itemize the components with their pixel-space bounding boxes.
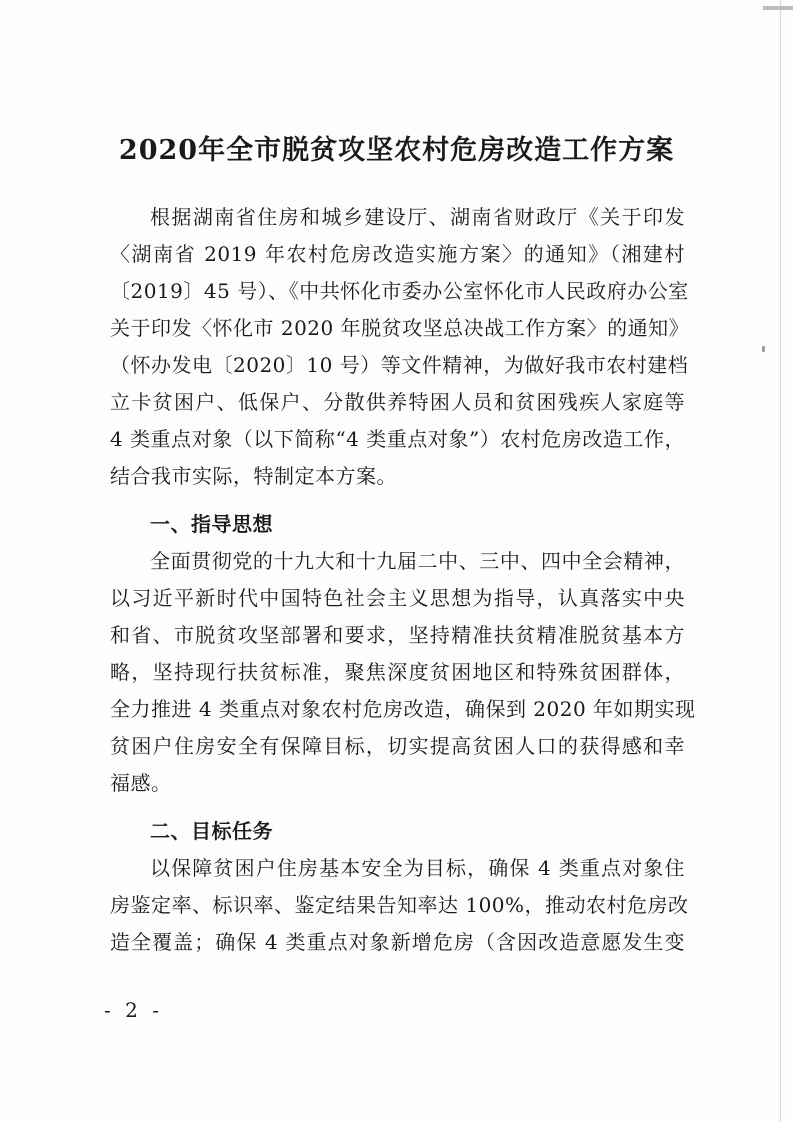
section-heading: 一、指导思想: [150, 512, 273, 536]
body-line: 福感。: [110, 771, 172, 795]
body-line: 以保障贫困户住房基本安全为目标，确保 4 类重点对象住: [150, 856, 685, 880]
body-line: 〔2019〕45 号）、《中共怀化市委办公室怀化市人民政府办公室: [110, 279, 689, 303]
body-line: 立卡贫困户、低保户、分散供养特困人员和贫困残疾人家庭等: [110, 390, 685, 414]
body-line: 根据湖南省住房和城乡建设厅、湖南省财政厅《关于印发: [150, 205, 685, 229]
body-line: 以习近平新时代中国特色社会主义思想为指导，认真落实中央: [110, 586, 685, 610]
body-line: 和省、市脱贫攻坚部署和要求，坚持精准扶贫精准脱贫基本方: [110, 623, 685, 647]
document-title: 2020年全市脱贫攻坚农村危房改造工作方案: [118, 135, 675, 166]
body-line: 〈湖南省 2019 年农村危房改造实施方案〉的通知》（湘建村: [110, 242, 685, 266]
body-line: 房鉴定率、标识率、鉴定结果告知率达 100%，推动农村危房改: [110, 893, 689, 917]
body-line: 略，坚持现行扶贫标准，聚焦深度贫困地区和特殊贫困群体，: [110, 660, 685, 684]
body-line: 造全覆盖；确保 4 类重点对象新增危房（含因改造意愿发生变: [110, 930, 685, 954]
scan-mark: [763, 6, 793, 10]
body-line: （怀办发电〔2020〕10 号）等文件精神，为做好我市农村建档: [110, 353, 689, 377]
scan-speck: [762, 346, 765, 352]
body-line: 全力推进 4 类重点对象农村危房改造，确保到 2020 年如期实现: [110, 697, 696, 721]
body-line: 关于印发〈怀化市 2020 年脱贫攻坚总决战工作方案〉的通知》: [110, 316, 690, 340]
body-line: 全面贯彻党的十九大和十九届二中、三中、四中全会精神，: [150, 549, 685, 573]
page-number: - 2 -: [104, 998, 163, 1022]
body-line: 4 类重点对象（以下简称“4 类重点对象”）农村危房改造工作，: [110, 427, 685, 451]
body-line: 贫困户住房安全有保障目标，切实提高贫困人口的获得感和幸: [110, 734, 685, 758]
page-edge-line: [780, 0, 781, 1122]
section-heading: 二、目标任务: [150, 819, 273, 843]
body-line: 结合我市实际，特制定本方案。: [110, 464, 397, 488]
